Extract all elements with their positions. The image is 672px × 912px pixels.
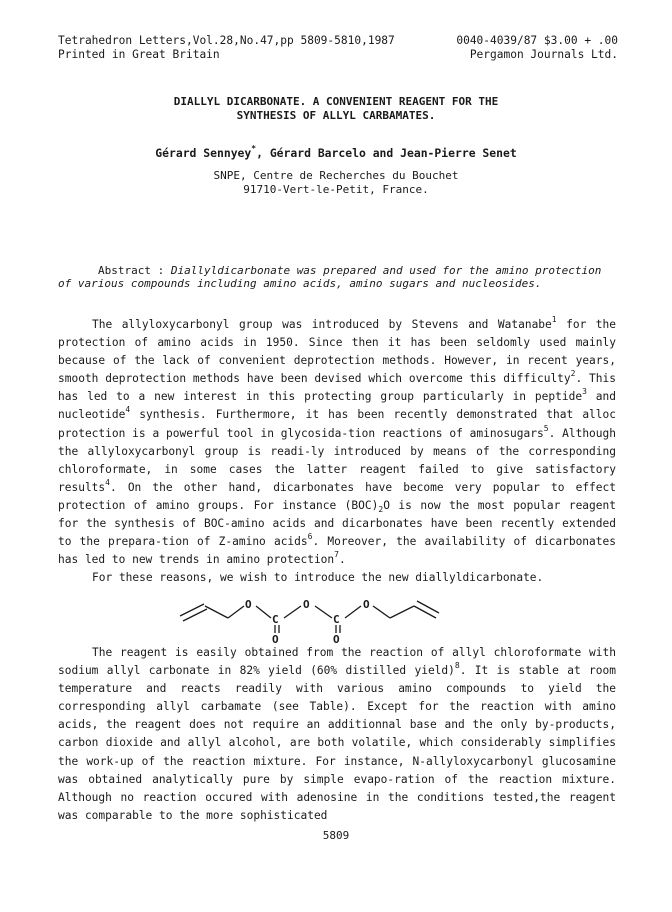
abstract-colon: : <box>157 264 165 277</box>
allyl-double-bond-left-2 <box>183 609 207 621</box>
ref-mark: 8 <box>454 661 460 671</box>
para1-text-2: for the protection of amino acids in 1950. Since then it has been seldomly used mainly because of the lack of convenient deprotection methods. However, in recent years, smooth deprotection methods have been devised which overcome this difficulty <box>58 318 616 386</box>
title-line-2: SYNTHESIS OF ALLYL CARBAMATES. <box>236 109 436 122</box>
paragraph-2: For these reasons, we wish to introduce the new diallyldicarbonate. <box>92 571 544 585</box>
para1-text-8: O is now the most popular reagent for the synthesis of BOC-amino acids and dicarbonates have been recently extended to the prepara-tion of Z-amino acids <box>58 498 616 549</box>
corresponding-author-mark: * <box>251 144 257 153</box>
ref-mark: 7 <box>334 550 339 560</box>
journal-citation: Tetrahedron Letters,Vol.28,No.47,pp 5809-5810,1987 <box>58 34 395 47</box>
ester-bond <box>345 606 361 618</box>
para1-text-5: synthesis. Furthermore, it has been recently demonstrated that alloc protection is a powerful tool in glycosida-tion reactions of aminosugars <box>58 408 616 440</box>
allyl-bond <box>373 606 390 618</box>
affiliation-line-1: SNPE, Centre de Recherches du Bouchet <box>213 169 459 182</box>
carbonyl-oxygen-1: O <box>272 633 279 644</box>
body-text-continued <box>58 644 616 825</box>
oxygen-atom-2: O <box>303 598 310 611</box>
author-list <box>0 146 672 160</box>
ref-mark: 3 <box>582 387 587 397</box>
para1-text-1: The allyloxycarbonyl group was introduced by Stevens and Watanabe <box>92 318 552 331</box>
ref-mark: 4 <box>125 405 131 415</box>
paragraph-3 <box>58 644 616 825</box>
para1-text-6: . Although the allyloxycarbonyl group is readi-ly introduced by means of the corresponding chloroformate, in some cases the latter reagent failed to give satisfactory results <box>58 426 617 494</box>
diallyl-dicarbonate-structure <box>168 592 498 644</box>
carbon-atom-2: C <box>333 613 340 626</box>
article-price: 0040-4039/87 $3.00 + .00 <box>456 34 618 47</box>
journal-header <box>58 34 618 62</box>
allyl-double-bond-right-2 <box>417 601 439 613</box>
abstract-label: Abstract <box>98 264 151 277</box>
allyl-bond <box>390 606 414 618</box>
para3-text-1: The reagent is easily obtained from the reaction of allyl chloroformate with sodium allyl carbonate in 82% yield (60% distilled yield) <box>58 646 616 678</box>
ester-bond <box>256 606 271 618</box>
printed-location: Printed in Great Britain <box>58 48 220 61</box>
page-number: 5809 <box>322 829 350 842</box>
author-1: Gérard Sennyey <box>155 146 252 160</box>
allyl-bond <box>228 606 244 618</box>
para1-text-9: . Moreover, the availability of dicarbonates has led to new trends in amino protection <box>58 535 616 567</box>
para1-text-10: . <box>338 553 346 567</box>
allyl-double-bond-right <box>414 606 436 618</box>
allyl-double-bond-left <box>180 604 204 616</box>
affiliation <box>0 169 672 197</box>
para3-text-2: . It is stable at room temperature and reacts readily with various amino compounds to yield the corresponding allyl carbamate (see Table). Except for the reaction with amino acids, the reagent does not require an additionnal base and the only by-products, carbon dioxide and allyl alcohol, are both volatile, which considerably simplifies the work-up of the reaction mixture. For instance, N-allyloxycarbonyl glucosamine was obtained analytically pure by simple evapo-ration of the reaction mixture. Although no reaction occured with adenosine in the conditions tested,the reagent was comparable to the more sophisticated <box>58 664 616 822</box>
title-line-1: DIALLYL DICARBONATE. A CONVENIENT REAGENT FOR THE <box>173 95 499 108</box>
body-text <box>58 316 616 587</box>
ester-bond <box>315 606 332 618</box>
para1-text-3: . This has led to a new interest in this protecting group particularly in peptide <box>58 372 616 404</box>
other-authors: , Gérard Barcelo and Jean-Pierre Senet <box>256 146 517 160</box>
allyl-bond <box>205 606 228 618</box>
oxygen-atom-1: O <box>245 598 252 611</box>
affiliation-line-2: 91710-Vert-le-Petit, France. <box>243 183 429 196</box>
ref-mark: 5 <box>543 423 549 433</box>
abstract <box>58 264 616 290</box>
carbon-atom-1: C <box>272 613 279 626</box>
ref-mark: 6 <box>307 532 313 542</box>
paper-title <box>0 95 672 123</box>
ester-bond <box>284 606 301 618</box>
abstract-text: Diallyldicarbonate was prepared and used for the amino protection of various compounds including amino acids, amino sugars and nucleosides. <box>58 264 602 290</box>
para1-text-7: . On the other hand, dicarbonates have become very popular to effect protection of amino groups. For instance (BOC) <box>58 480 616 512</box>
ref-mark: 1 <box>551 315 557 324</box>
carbonyl-oxygen-2: O <box>333 633 340 644</box>
subscript: 2 <box>378 504 384 514</box>
para1-text-4: and nucleotide <box>58 390 616 422</box>
oxygen-atom-3: O <box>363 598 370 611</box>
paragraph-1 <box>58 316 616 569</box>
ref-mark: 4 <box>105 477 110 487</box>
ref-mark: 2 <box>570 369 576 379</box>
publisher: Pergamon Journals Ltd. <box>469 48 618 61</box>
